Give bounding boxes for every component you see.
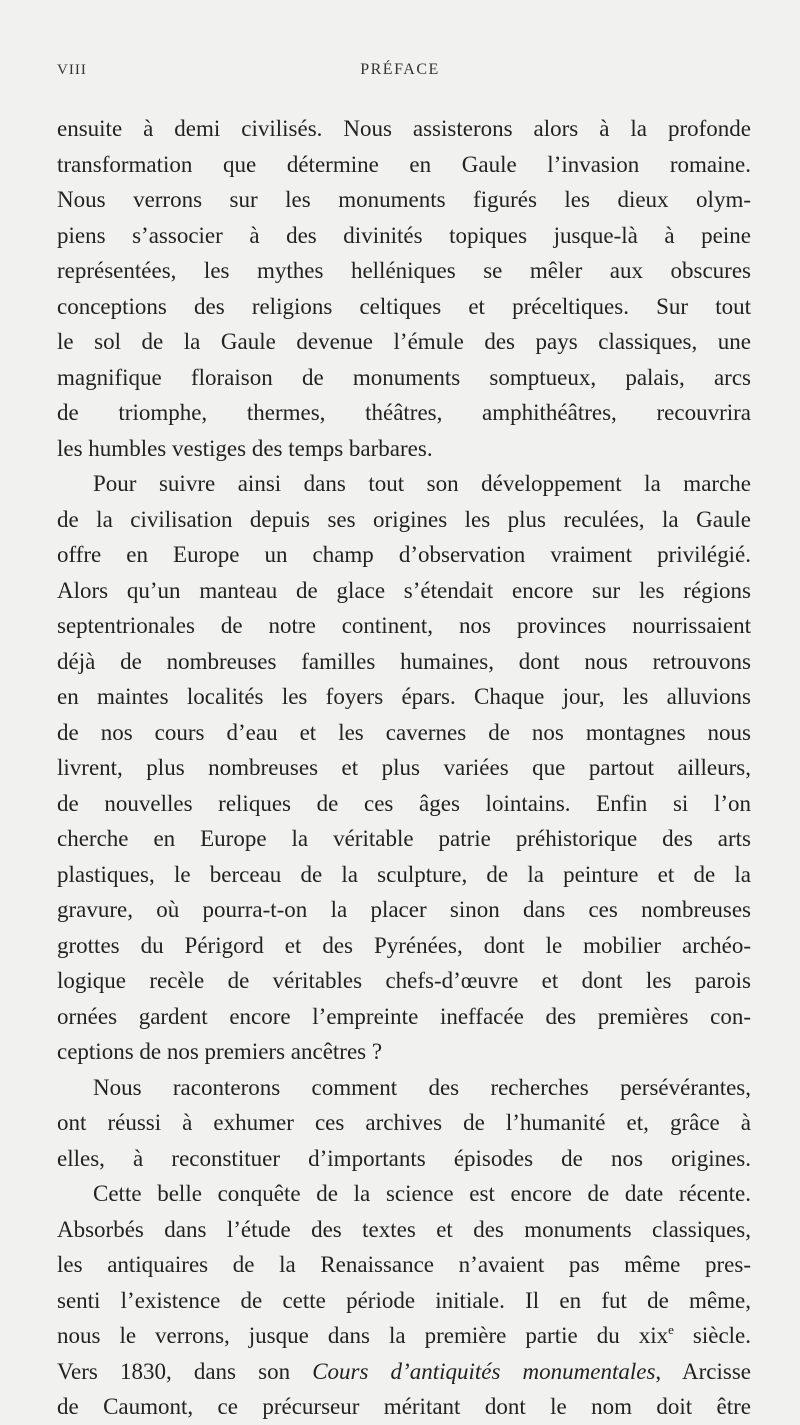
page-header (0, 62, 800, 92)
text-segment: , Arcisse (655, 1358, 751, 1384)
text-line (57, 1354, 751, 1390)
text-line (57, 1141, 751, 1177)
text-line (57, 892, 751, 928)
text-segment: Vers 1830, dans son (57, 1358, 313, 1384)
text-segment: de la civilisation depuis ses origines les plus reculées, la Gaule (57, 506, 751, 532)
text-segment: transformation que détermine en Gaule l’invasion romaine. (57, 151, 751, 177)
text-segment: cherche en Europe la véritable patrie préhistorique des arts (57, 826, 751, 851)
text-segment: ensuite à demi civilisés. Nous assisterons alors à la profonde (57, 116, 751, 141)
book-title: Cours d’antiquités monumentales (312, 1358, 656, 1384)
text-line (57, 253, 751, 289)
text-line (57, 1176, 751, 1212)
text-segment: de nos cours d’eau et les cavernes de nos montagnes nous (57, 719, 751, 745)
body-text (57, 111, 751, 1425)
text-line (57, 679, 751, 715)
text-line (57, 1034, 751, 1070)
text-line (57, 502, 751, 538)
running-title: PRÉFACE (360, 61, 440, 78)
text-line (57, 999, 751, 1035)
text-line (57, 928, 751, 964)
text-line (57, 182, 751, 218)
text-line (57, 750, 751, 786)
text-line (57, 147, 751, 183)
text-segment: Nous verrons sur les monuments figurés les dieux olym- (57, 187, 751, 212)
text-line (57, 324, 751, 360)
text-line (57, 715, 751, 751)
text-line (57, 360, 751, 396)
text-line (57, 1318, 751, 1354)
text-segment: représentées, les mythes helléniques se mêler aux obscures (57, 258, 751, 283)
text-segment: piens s’associer à des divinités topiques jusque-là à peine (57, 222, 751, 248)
text-segment: les antiquaires de la Renaissance n’avaient pas même pres- (57, 1252, 751, 1277)
text-segment: de nouvelles reliques de ces âges lointains. Enfin si l’on (57, 790, 751, 816)
text-segment: le sol de la Gaule devenue l’émule des pays classiques, une (57, 329, 751, 354)
text-line (57, 786, 751, 822)
text-segment: senti l’existence de cette période initiale. Il en fut de même, (57, 1287, 751, 1313)
text-segment: septentrionales de notre continent, nos provinces nourrissaient (57, 613, 751, 638)
text-line (57, 644, 751, 680)
text-line (57, 111, 751, 147)
text-segment: livrent, plus nombreuses et plus variées que partout ailleurs, (57, 755, 751, 780)
superscript: e (668, 1322, 674, 1337)
text-segment: magnifique floraison de monuments somptueux, palais, arcs (57, 364, 751, 390)
text-segment: de triomphe, thermes, théâtres, amphithéâtres, recouvrira (57, 400, 751, 425)
text-segment: de Caumont, ce précurseur méritant dont le nom doit être (57, 1394, 751, 1419)
text-line (57, 821, 751, 857)
text-line (57, 573, 751, 609)
text-segment: déjà de nombreuses familles humaines, dont nous retrouvons (57, 648, 751, 674)
text-line (57, 1247, 751, 1283)
text-line (57, 608, 751, 644)
text-segment: ornées gardent encore l’empreinte ineffacée des premières con- (57, 1003, 751, 1029)
text-line (57, 537, 751, 573)
text-line (57, 431, 751, 467)
text-segment: Cette belle conquête de la science est encore de date récente. (93, 1181, 751, 1206)
text-line (57, 1283, 751, 1319)
text-segment: logique recèle de véritables chefs-d’œuvre et dont les parois (57, 968, 751, 993)
text-segment: elles, à reconstituer d’importants épisodes de nos origines. (57, 1145, 751, 1171)
text-line (57, 289, 751, 325)
text-segment: nous le verrons, jusque dans la première partie du xix (57, 1323, 669, 1348)
text-segment: grottes du Périgord et des Pyrénées, dont le mobilier archéo- (57, 932, 751, 958)
page-number: VIII (57, 62, 87, 78)
text-segment: plastiques, le berceau de la sculpture, de la peinture et de la (57, 861, 751, 887)
text-segment: Nous raconterons comment des recherches persévérantes, (93, 1074, 751, 1100)
text-line (57, 218, 751, 254)
text-segment: ont réussi à exhumer ces archives de l’humanité et, grâce à (57, 1110, 751, 1135)
text-line (57, 857, 751, 893)
text-line (57, 466, 751, 502)
text-segment: les humbles vestiges des temps barbares. (57, 435, 433, 461)
text-segment: ceptions de nos premiers ancêtres ? (57, 1039, 383, 1064)
text-line (57, 1070, 751, 1106)
text-segment: gravure, où pourra-t-on la placer sinon dans ces nombreuses (57, 897, 751, 922)
text-line (57, 1105, 751, 1141)
text-segment: Absorbés dans l’étude des textes et des monuments classiques, (57, 1216, 751, 1242)
text-line (57, 395, 751, 431)
text-line (57, 1212, 751, 1248)
text-segment: offre en Europe un champ d’observation vraiment privilégié. (57, 542, 751, 567)
text-line (57, 1389, 751, 1425)
text-segment: en maintes localités les foyers épars. Chaque jour, les alluvions (57, 684, 751, 709)
text-segment: Pour suivre ainsi dans tout son développement la marche (93, 471, 751, 496)
text-segment: siècle. (673, 1323, 751, 1348)
text-line (57, 963, 751, 999)
text-segment: Alors qu’un manteau de glace s’étendait encore sur les régions (57, 577, 751, 603)
text-segment: conceptions des religions celtiques et préceltiques. Sur tout (57, 293, 751, 319)
